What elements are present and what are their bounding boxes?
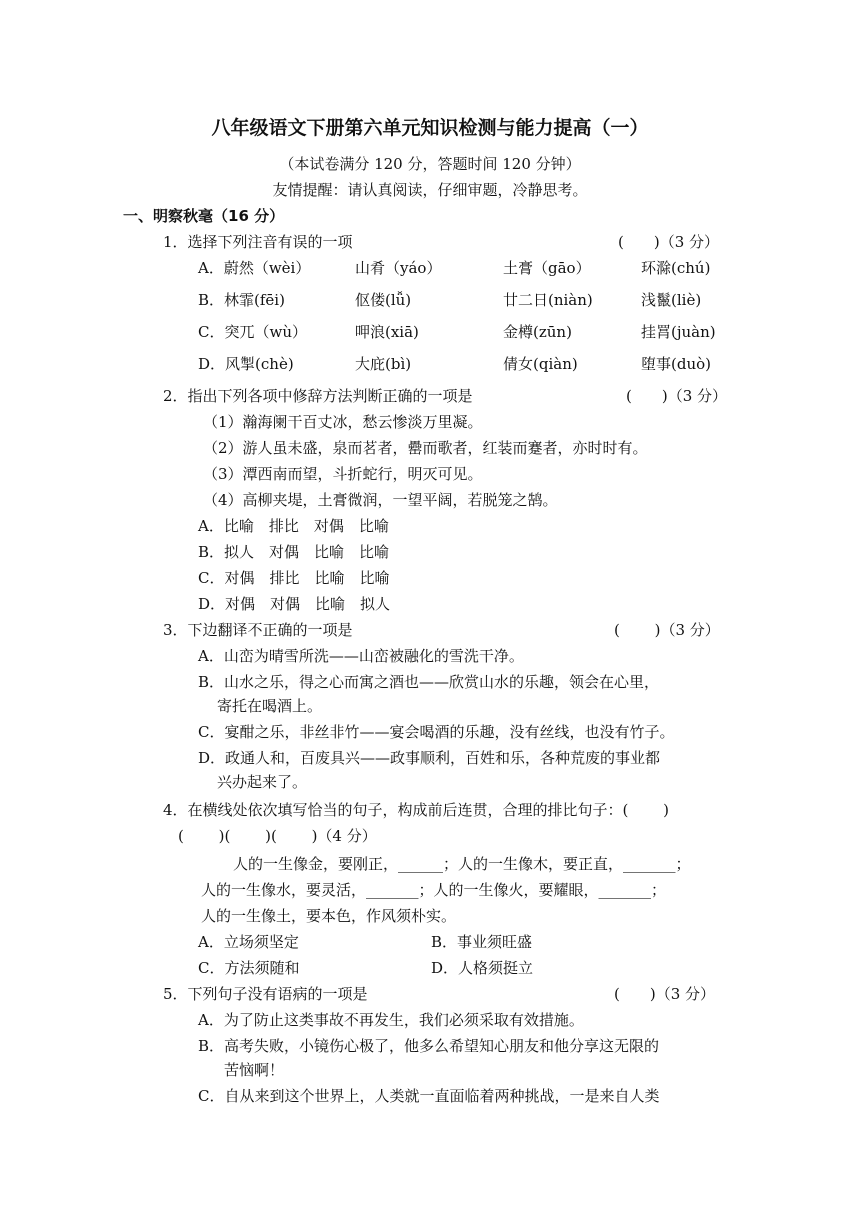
q2-option-c: C．对偶 排比 比喻 比喻 <box>198 569 390 587</box>
q5-option-b: B．高考失败，小镜伤心极了，他多么希望知心朋友和他分享这无限的 <box>198 1037 660 1055</box>
exam-info: （本试卷满分 120 分，答题时间 120 分钟） <box>279 155 581 173</box>
q2-option-a: A．比喻 排比 对偶 比喻 <box>198 517 389 535</box>
q3-option-b-cont: 寄托在喝酒上。 <box>217 697 323 715</box>
question-1-stem: 1．选择下列注音有误的一项 <box>163 233 353 251</box>
q4-passage-line-3: 人的一生像土，要本色，作风须朴实。 <box>201 907 457 925</box>
q1-option-c-word2: 呷浪(xiā) <box>355 323 419 341</box>
q1-option-d-word3: 倩女(qiàn) <box>503 355 578 373</box>
q3-option-c: C．宴酣之乐，非丝非竹——宴会喝酒的乐趣，没有丝线，也没有竹子。 <box>198 723 675 741</box>
q2-option-d: D．对偶 对偶 比喻 拟人 <box>198 595 391 613</box>
question-5-stem: 5．下列句子没有语病的一项是 <box>163 985 368 1003</box>
q1-option-b-word2: 伛偻(lǚ) <box>355 291 412 309</box>
q3-option-d: D．政通人和，百废具兴——政事顺利，百姓和乐，各种荒废的事业都 <box>198 749 661 767</box>
q1-option-a: A．蔚然（wèi） <box>198 259 311 277</box>
q4-passage-line-1: 人的一生像金，要刚正，______；人的一生像木，要正直，_______； <box>233 855 691 873</box>
question-5-score: ( )（3 分） <box>614 985 716 1003</box>
q1-option-b: B．林霏(fēi) <box>198 291 285 309</box>
question-3-stem: 3．下边翻译不正确的一项是 <box>163 621 353 639</box>
question-1-score: ( )（3 分） <box>618 233 720 251</box>
q3-option-b: B．山水之乐，得之心而寓之酒也——欣赏山水的乐趣，领会在心里， <box>198 673 660 691</box>
question-2-score: ( )（3 分） <box>626 387 728 405</box>
question-3-score: ( )（3 分） <box>614 621 720 639</box>
question-4-blanks: ( )( )( )（4 分） <box>178 827 377 845</box>
q3-option-d-cont: 兴办起来了。 <box>217 773 308 791</box>
q5-option-a: A．为了防止这类事故不再发生，我们必须采取有效措施。 <box>198 1011 584 1029</box>
friendly-reminder: 友情提醒：请认真阅读，仔细审题，冷静思考。 <box>272 181 588 199</box>
q5-option-b-cont: 苦恼啊！ <box>224 1061 285 1079</box>
q4-option-c: C．方法须随和 <box>198 959 300 977</box>
q2-item-2: （2）游人虽未盛，泉而茗者，罍而歌者，红装而蹇者，亦时时有。 <box>203 439 648 457</box>
question-2-stem: 2．指出下列各项中修辞方法判断正确的一项是 <box>163 387 473 405</box>
q1-option-c-word4: 挂罥(juàn) <box>641 323 716 341</box>
q1-option-a-word4: 环滁(chú) <box>641 259 711 277</box>
q4-option-a: A．立场须坚定 <box>198 933 299 951</box>
q4-option-b: B．事业须旺盛 <box>431 933 533 951</box>
q1-option-c-word3: 金樽(zūn) <box>503 323 572 341</box>
q1-option-d: D．风掣(chè) <box>198 355 294 373</box>
q5-option-c: C．自从来到这个世界上，人类就一直面临着两种挑战，一是来自人类 <box>198 1087 660 1105</box>
q1-option-a-word2: 山肴（yáo） <box>355 259 442 277</box>
q2-item-1: （1）瀚海阑干百丈冰，愁云惨淡万里凝。 <box>203 413 483 431</box>
q1-option-a-word3: 土膏（gāo） <box>503 259 591 277</box>
q1-option-b-word3: 廿二日(niàn) <box>503 291 593 309</box>
q2-item-4: （4）高柳夹堤，土膏微润，一望平阔，若脱笼之鹄。 <box>203 491 558 509</box>
q3-option-a: A．山峦为晴雪所洗——山峦被融化的雪洗干净。 <box>198 647 524 665</box>
q2-item-3: （3）潭西南而望，斗折蛇行，明灭可见。 <box>203 465 483 483</box>
q4-passage-line-2: 人的一生像水，要灵活，_______；人的一生像火，要耀眼，_______； <box>201 881 667 899</box>
question-4-stem: 4．在横线处依次填写恰当的句子，构成前后连贯，合理的排比句子：( ) <box>163 801 670 819</box>
q2-option-b: B．拟人 对偶 比喻 比喻 <box>198 543 390 561</box>
q1-option-d-word4: 堕事(duò) <box>641 355 711 373</box>
q4-option-d: D．人格须挺立 <box>431 959 534 977</box>
section-heading: 一、明察秋毫（16 分） <box>123 207 285 225</box>
q1-option-b-word4: 浅鬣(liè) <box>641 291 702 309</box>
q1-option-c: C．突兀（wù） <box>198 323 307 341</box>
q1-option-d-word2: 大庇(bì) <box>355 355 412 373</box>
page-title: 八年级语文下册第六单元知识检测与能力提高（一） <box>211 117 649 139</box>
